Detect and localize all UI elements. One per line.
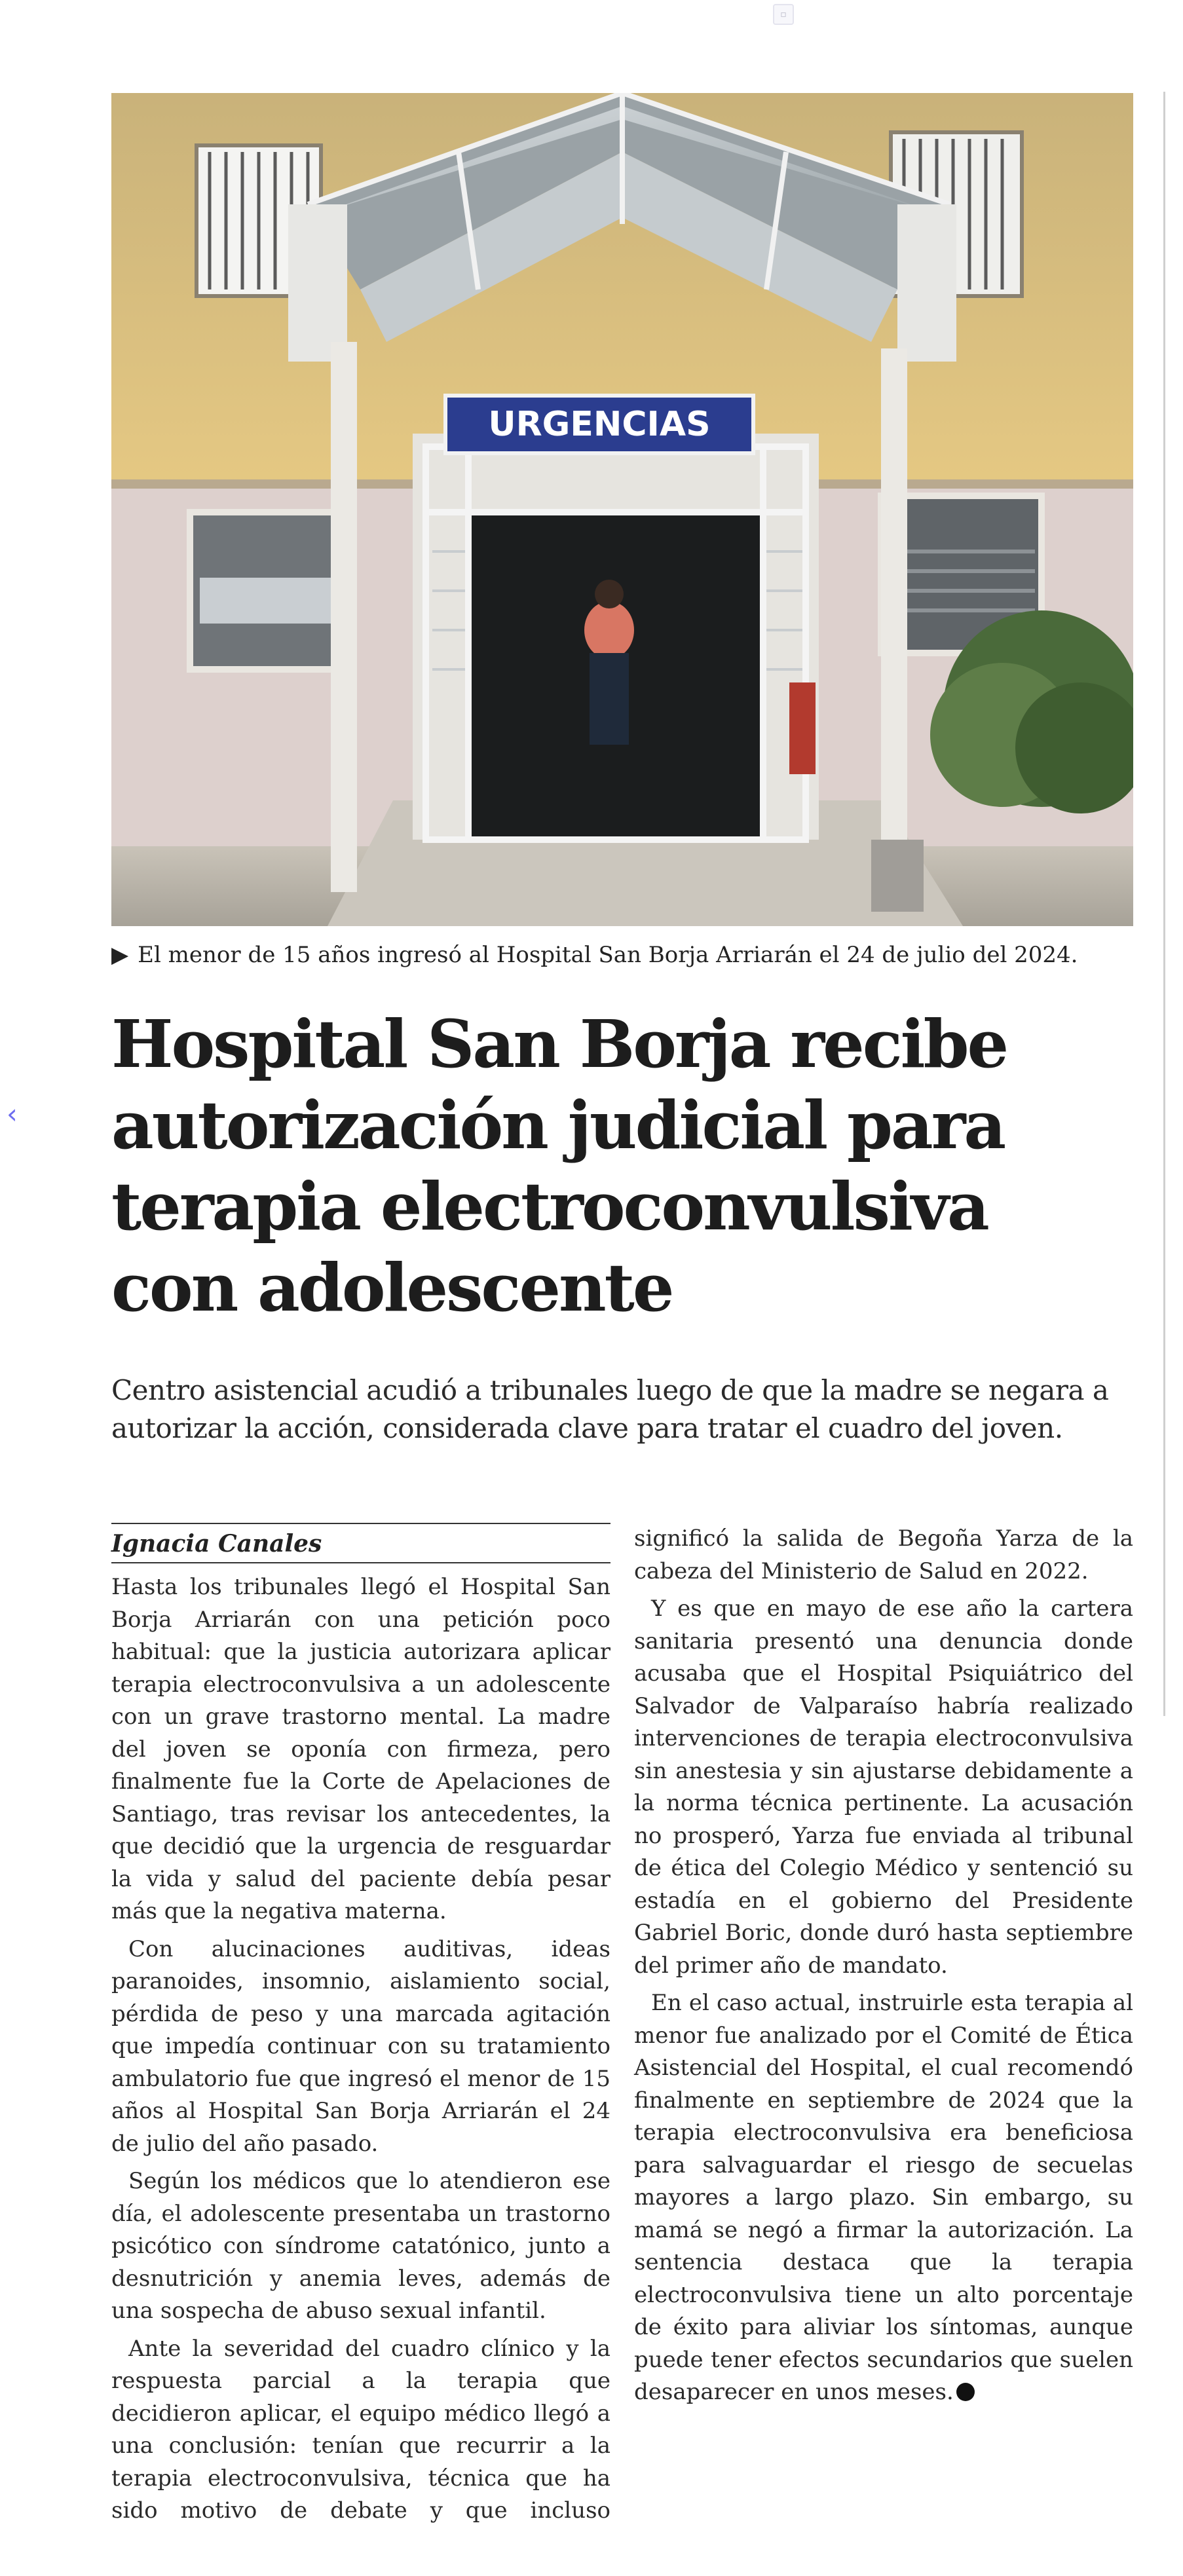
page-edge-divider [1163, 92, 1165, 1716]
body-paragraph: Con alucinaciones auditivas, ideas paranoides, insomnio, aislamiento social, pérdida de peso y una marcada agitación que impedía continuar con su tratamiento ambulatorio fue que ingresó el menor de 15 años al Hospital San Borja Arriarán el 24 de julio del año pasado. [111, 1935, 610, 2157]
author-byline: Ignacia Canales [111, 1523, 610, 1563]
caption-triangle-icon: ▶ [111, 942, 129, 968]
previous-page-chevron-icon[interactable]: ‹ [7, 1098, 18, 1130]
urgencias-sign: URGENCIAS [488, 405, 711, 444]
body-paragraph-last [634, 1987, 1133, 2409]
article-body [111, 1523, 1133, 2558]
hospital-emergency-photo [111, 93, 1133, 926]
caption-text: El menor de 15 años ingresó al Hospital San Borja Arriarán el 24 de julio del 2024. [138, 942, 1078, 968]
page-tool-icon[interactable]: ▫ [773, 4, 794, 25]
body-paragraph-text: En el caso actual, instruirle esta terapia al menor fue analizado por el Comité de Ética Asistencial del Hospital, el cual recomendó finalmente en septiembre de 2024 que la terapia electroconvulsiva era beneficiosa para salvaguardar el riesgo de secuelas mayores a largo plazo. Sin embargo, su mamá se negó a firmar la autorización. La sentencia destaca que la terapia electroconvulsiva tiene un alto porcentaje de éxito para aliviar los síntomas, aunque puede tener efectos secundarios que suelen desaparecer en unos meses. [634, 1990, 1133, 2405]
body-paragraph: Hasta los tribunales llegó el Hospital San Borja Arriarán con una petición poco habitual: que la justicia autorizara aplicar terapia electroconvulsiva a un adolescente con un grave trastorno mental. La madre del joven se oponía con firmeza, pero finalmente fue la Corte de Apelaciones de Santiago, tras revisar los antecedentes, la que decidió que la urgencia de resguardar la vida y salud del paciente debía pesar más que la negativa materna. [111, 1574, 610, 1924]
body-paragraph: Y es que en mayo de ese año la cartera sanitaria presentó una denuncia donde acusaba que el Hospital Psiquiátrico del Salvador de Valparaíso habría realizado intervenciones de terapia electroconvulsiva sin anestesia y sin ajustarse debidamente a la norma técnica pertinente. La acusación no prosperó, Yarza fue enviada al tribunal de ética del Colegio Médico y sentenció su estadía en el gobierno del Presidente Gabriel Boric, donde duró hasta septiembre del primer año de mandato. [634, 1596, 1133, 1979]
article-headline: Hospital San Borja recibe autorización judicial para terapia electroconvulsiva con adolescente [111, 1005, 1007, 1326]
body-paragraph: Según los médicos que lo atendieron ese día, el adolescente presentaba un trastorno psicótico con síndrome catatónico, junto a desnutrición y anemia leves, además de una sospecha de abuso sexual infantil. [111, 2168, 610, 2324]
body-paragraph: Ante la severidad del cuadro clínico y la respuesta parcial a la terapia que decidieron aplicar, el equipo médico llegó a una conclusión: tenían que recurrir a la terapia electroconvulsiva, técnica que ha sido motivo de debate y que incluso significó la salida de Begoña Yarza de la cabeza del Ministerio de Salud en 2022. [111, 1525, 1133, 2524]
article-deck: Centro asistencial acudió a tribunales luego de que la madre se negara a autorizar la acción, considerada clave para tratar el cuadro del joven. [111, 1374, 1109, 1444]
photo-caption [111, 938, 1133, 972]
end-of-article-dot-icon [956, 2383, 975, 2401]
